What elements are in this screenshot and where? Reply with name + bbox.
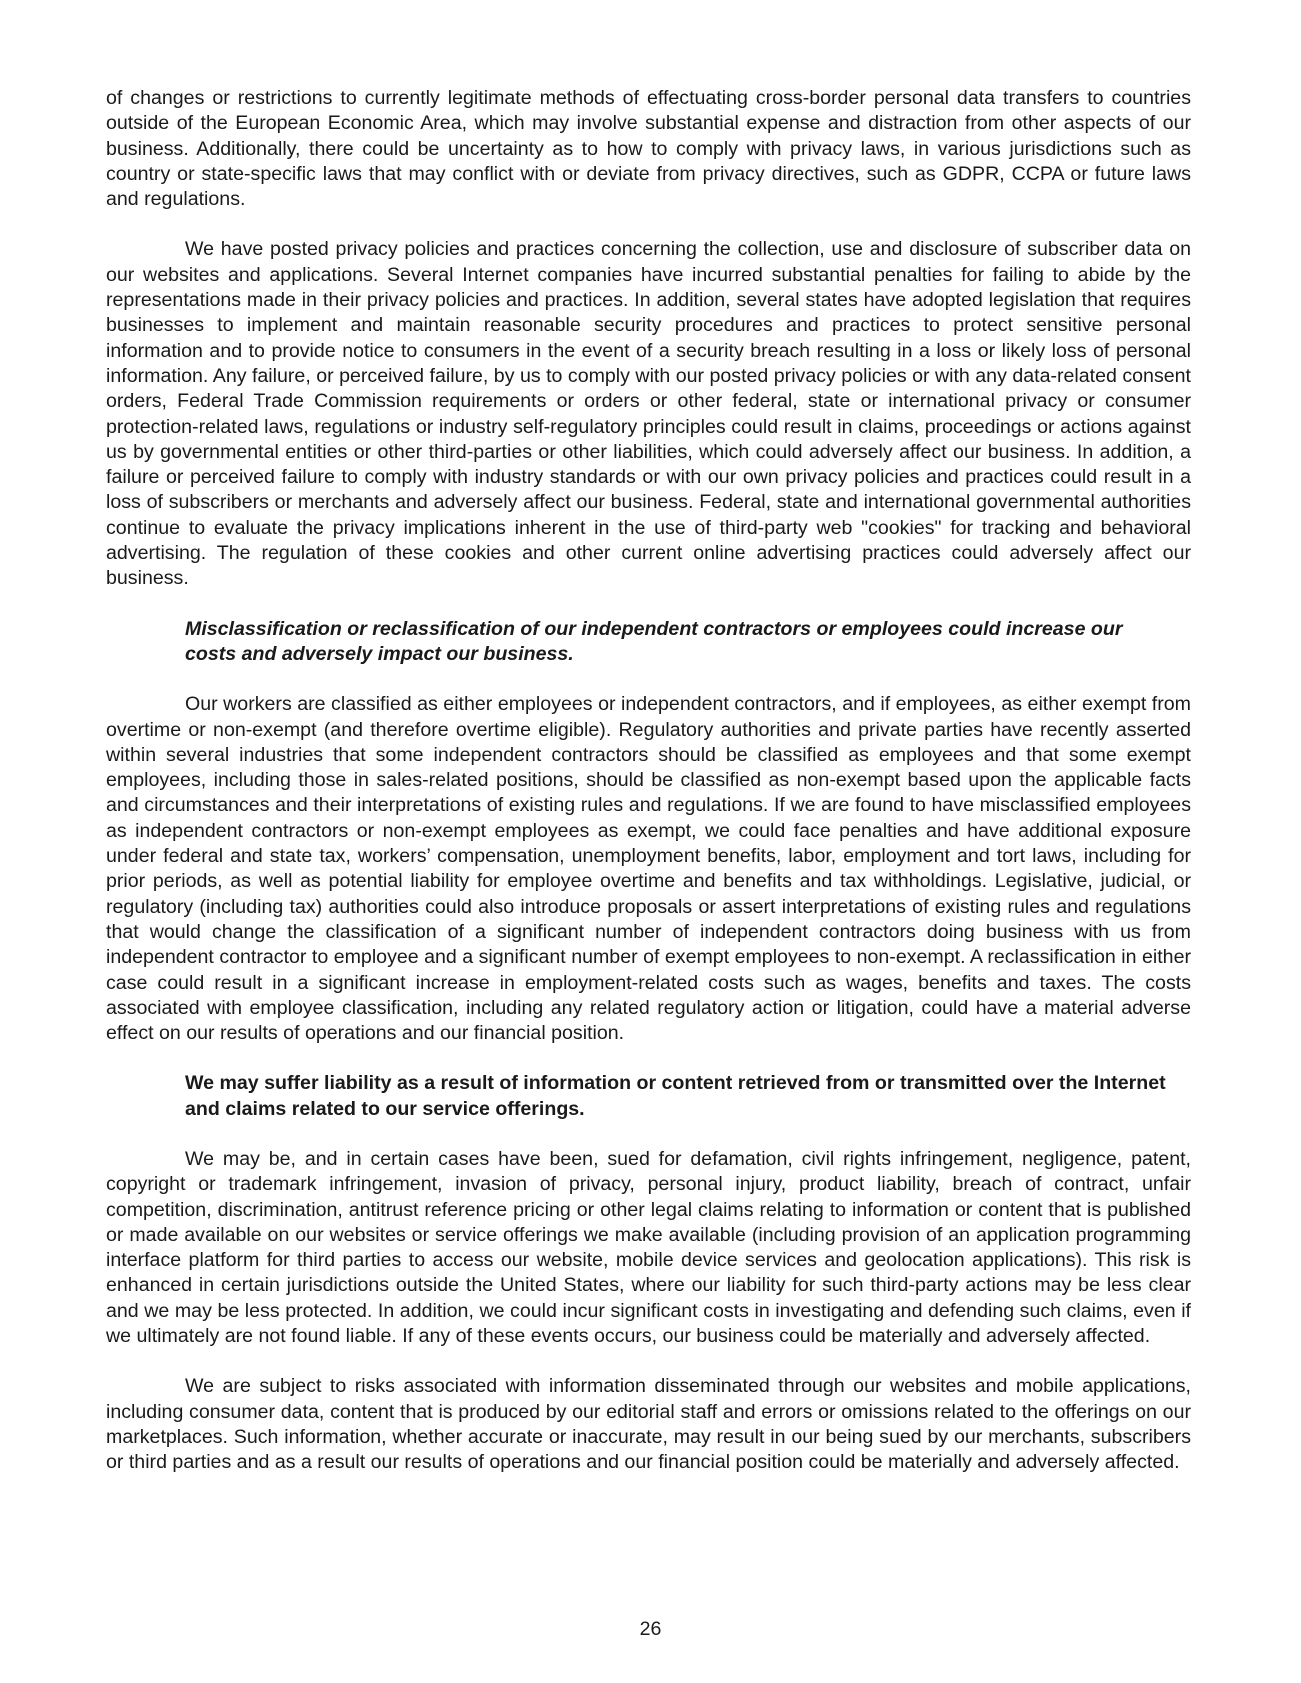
paragraph-worker-classification: Our workers are classified as either employees or independent contractors, and if employees, as either exempt from overtime or non-exempt (and therefore overtime eligible). Regulatory authorities and private parties have recently asserted within several industries that some independent contractors should be classified as employees and that some exempt employees, including those in sales-related positions, should be classified as non-exempt based upon the applicable facts and circumstances and their interpretations of existing rules and regulations. If we are found to have misclassified employees as independent contractors or non-exempt employees as exempt, we could face penalties and have additional exposure under federal and state tax, workers’ compensation, unemployment benefits, labor, employment and tort laws, including for prior periods, as well as potential liability for employee overtime and benefits and tax withholdings. Legislative, judicial, or regulatory (including tax) authorities could also introduce proposals or assert interpretations of existing rules and regulations that would change the classification of a significant number of independent contractors doing business with us from independent contractor to employee and a significant number of exempt employees to non-exempt. A reclassification in either case could result in a significant increase in employment-related costs such as wages, benefits and taxes. The costs associated with employee classification, including any related regulatory action or litigation, could have a material adverse effect on our results of operations and our financial position.: [106, 693, 1191, 1045]
paragraph-cross-border-transfers: of changes or restrictions to currently legitimate methods of effectuating cross-border personal data transfers to countries outside of the European Economic Area, which may involve substantial expense and distraction from other aspects of our business. Additionally, there could be uncertainty as to how to comply with privacy laws, in various jurisdictions such as country or state-specific laws that may conflict with or deviate from privacy directives, such as GDPR, CCPA or future laws and regulations.: [106, 87, 1191, 211]
page-number: 26: [639, 1618, 662, 1640]
document-page: [106, 86, 1191, 1501]
paragraph-legal-claims: We may be, and in certain cases have been, sued for defamation, civil rights infringement, negligence, patent, copyright or trademark infringement, invasion of privacy, personal injury, product liability, breach of contract, unfair competition, discrimination, antitrust reference pricing or other legal claims relating to information or content that is published or made available on our websites or service offerings we make available (including provision of an application programming interface platform for third parties to access our website, mobile device services and geolocation applications). This risk is enhanced in certain jurisdictions outside the United States, where our liability for such third-party actions may be less clear and we may be less protected. In addition, we could incur significant costs in investigating and defending such claims, even if we ultimately are not found liable. If any of these events occurs, our business could be materially and adversely affected.: [106, 1147, 1191, 1348]
section-heading-content-liability: We may suffer liability as a result of information or content retrieved from or transmitted over the Internet and claims related to our service offerings.: [185, 1072, 1166, 1120]
paragraph-privacy-policies: We have posted privacy policies and practices concerning the collection, use and disclosure of subscriber data on our websites and applications. Several Internet companies have incurred substantial penalties for failing to abide by the representations made in their privacy policies and practices. In addition, several states have adopted legislation that requires businesses to implement and maintain reasonable security procedures and practices to protect sensitive personal information and to provide notice to consumers in the event of a security breach resulting in a loss or likely loss of personal information. Any failure, or perceived failure, by us to comply with our posted privacy policies or with any data-related consent orders, Federal Trade Commission requirements or orders or other federal, state or international privacy or consumer protection-related laws, regulations or industry self-regulatory principles could result in claims, proceedings or actions against us by governmental entities or other third-parties or other liabilities, which could adversely affect our business. In addition, a failure or perceived failure to comply with industry standards or with our own privacy policies and practices could result in a loss of subscribers or merchants and adversely affect our business. Federal, state and international governmental authorities continue to evaluate the privacy implications inherent in the use of third-party web "cookies" for tracking and behavioral advertising. The regulation of these cookies and other current online advertising practices could adversely affect our business.: [106, 238, 1191, 590]
section-heading-misclassification: Misclassification or reclassification of our independent contractors or employees could increase our costs and adversely impact our business.: [185, 617, 1123, 665]
paragraph-information-risks: We are subject to risks associated with information disseminated through our websites and mobile applications, including consumer data, content that is produced by our editorial staff and errors or omissions related to the offerings on our marketplaces. Such information, whether accurate or inaccurate, may result in our being sued by our merchants, subscribers or third parties and as a result our results of operations and our financial position could be materially and adversely affected.: [106, 1375, 1191, 1474]
